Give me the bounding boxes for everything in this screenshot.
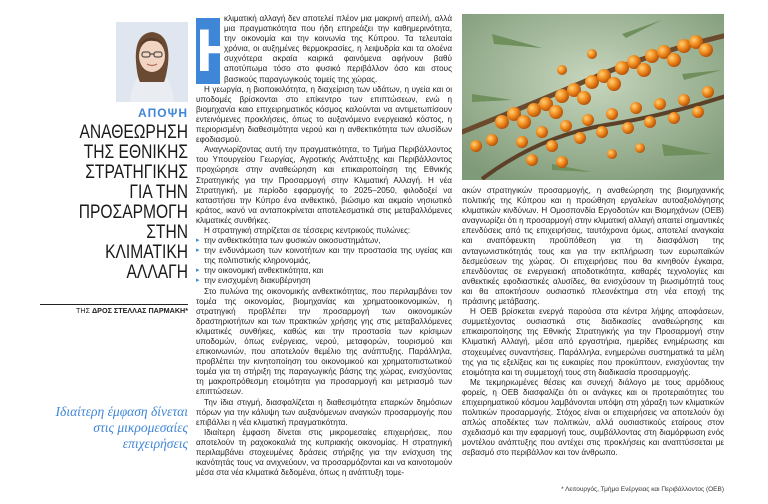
title-line: ΠΡΟΣΑΡΜΟΓΗ (78, 201, 188, 223)
drop-cap: Η (196, 17, 240, 84)
article-column-1 (196, 14, 452, 478)
author-photo-illustration (116, 22, 188, 102)
title-line: ΚΛΙΜΑΤΙΚΗ (105, 241, 188, 263)
author-byline (40, 304, 188, 315)
pull-quote: Ιδιαίτερη έμφαση δίνεται στις μικρομεσαίες επιχειρήσεις (55, 404, 188, 451)
pillar-item: ▸ την ανθεκτικότητα των φυσικών οικοσυστημάτων, (196, 236, 452, 246)
title-line: ΤΗΣ ΕΘΝΙΚΗΣ (83, 141, 188, 163)
paragraph: Αναγνωρίζοντας αυτή την πραγματικότητα, το Τμήμα Περιβάλλοντος του Υπουργείου Γεωργίας, Αγροτικής Ανάπτυξης και Περιβάλλοντος προχώρησε στην αναθεώρηση και επικαιροποίηση της Εθνικής Στρατηγικής για την Προσαρμογή στην Κλιματική Αλλαγή. Η νέα Στρατηγική, με περίοδο εφαρμογής το 2025–2050, φιλοδοξεί να καταστήσει την Κύπρο ένα ανθεκτικό, βιώσιμο και ακμαίο νησιωτικό κράτος, ικανό να ανταποκρίνεται αποτελεσματικά στις μεταβαλλόμενες κλιματικές συνθήκες. (196, 145, 452, 225)
paragraph: Η γεωργία, η βιοποικιλότητα, η διαχείριση των υδάτων, η υγεία και οι υποδομές βρίσκονται στο επίκεντρο των επιπτώσεων, ενώ η βιομηχανία καιο επιχειρηματικός κόσμος καλούνται να αντιμετωπίσουν εντεινόμενες προκλήσεις, όπως το αυξανόμενο ενεργειακό κόστος, η περιορισμένη διαθεσιμότητα νερού και η ανθεκτικότητα των αλυσίδων εφοδιασμού. (196, 84, 452, 145)
paragraph: Με τεκμηριωμένες θέσεις και συνεχή διάλογο με τους αρμόδιους φορείς, η ΟΕΒ διασφαλίζει ότι οι ανάγκες και οι προτεραιότητες του επιχειρηματικού κόσμου λαμβάνονται υπόψη στη χάραξη των κλιματικών πολιτικών προσαρμογής. Στόχος είναι οι επιχειρήσεις να αποτελούν όχι απλώς αποδέκτες των πολιτικών, αλλά ουσιαστικούς εταίρους στον σχεδιασμό και την εφαρμογή τους, συμβάλλοντας στη διαμόρφωση ενός μοντέλου ανάπτυξης που αντέχει στις προκλήσεις και αναπτύσσεται με σεβασμό στο περιβάλλον και τον άνθρωπο. (462, 377, 724, 458)
paragraph-intro: κλιματική αλλαγή δεν αποτελεί πλέον μια μακρινή απειλή, αλλά μια πραγματικότητα που ήδη επηρεάζει την καθημερινότητα, την οικονομία και την κοινωνία της Κύπρου. Τα τελευταία χρόνια, οι αυξημένες θερμοκρασίες, η λειψυδρία και τα ολοένα συχνότερα ακραία καιρικά φαινόμενα αφήνουν βαθύ αποτύπωμα τόσο στο φυσικό περιβάλλον όσο και στους βασικούς παραγωγικούς τομείς της χώρας. (224, 14, 452, 84)
author-name: ΔΡΟΣ ΣΤΕΛΛΑΣ ΠΑΡΜΑΚΗ* (92, 306, 188, 315)
paragraph: Στο πυλώνα της οικονομικής ανθεκτικότητας, που περιλαμβάνει τον τομέα της οικονομίας, βιομηχανίας και χρηματοοικονομικών, η στρατηγική προβλέπει την προσαρμογή των οικονομικών δραστηριοτήτων και των πρακτικών χρήσης γης στις μεταβαλλόμενες κλιματικές συνθήκες, καθώς και την προστασία των κρίσιμων υποδομών, όπως ενέργειας, νερού, μεταφορών, τουρισμού και επικοινωνιών, που αποτελούν θεμέλιο της ανάπτυξης. Παράλληλα, προβλέπει την κινητοποίηση του οικονομικού και χρηματοπιστωτικού τομέα για τη στήριξη της παραγωγικής βάσης της χώρας, ενισχύοντας τη μακροπρόθεσμη ετοιμότητα για προσαρμογή και μετριασμό των επιπτώσεων. (196, 286, 452, 397)
paragraph: Η στρατηγική στηρίζεται σε τέσσερις κεντρικούς πυλώνες: (204, 225, 411, 235)
author-footnote: * Λειτουργός, Τμήμα Ενέργειας και Περιβάλλοντος (ΟΕΒ) (561, 486, 724, 493)
section-label: ΑΠΟΨΗ (137, 106, 188, 120)
article-title (40, 122, 188, 282)
title-line: ΑΛΛΑΓΗ (126, 261, 188, 283)
author-prefix: ΤΗΣ (75, 306, 91, 315)
berries-illustration (462, 14, 724, 180)
paragraph: Ιδιαίτερη έμφαση δίνεται στις μικρομεσαίες επιχειρήσεις, που αποτελούν τη ραχοκοκαλιά της κυπριακής οικονομίας. Η στρατηγική περιλαμβάνει στοχευμένες δράσεις στήριξης για την ενίσχυση της ικανότητάς τους να ανιχνεύουν, να προσαρμόζονται και να καινοτομούν μέσα στα νέα κλιματικά δεδομένα, όπως η ανάπτυξη τομε- (196, 427, 452, 478)
title-line: ΣΤΡΑΤΗΓΙΚΗΣ (85, 161, 188, 183)
sea-buckthorn-photo (462, 14, 724, 180)
article-column-2 (462, 186, 724, 459)
paragraph: Η ΟΕΒ βρίσκεται ενεργά παρούσα στα κέντρα λήψης αποφάσεων, συμμετέχοντας ουσιαστικά στις διαδικασίες αναθεώρησης και επικαιροποίησης της Εθνικής Στρατηγικής για την Προσαρμογή στην Κλιματική Αλλαγή, μέσα από εργαστήρια, ημερίδες ενημέρωσης και στοχευμένες συναντήσεις. Παράλληλα, ενημερώνει συστηματικά τα μέλη της για τις εξελίξεις και τις ευκαιρίες που προκύπτουν, ενισχύοντας την ετοιμότητα και τη συμμετοχή τους στη διαδικασία προσαρμογής. (462, 307, 724, 377)
pillar-item: ▸ την οικονομική ανθεκτικότητα, και (196, 266, 452, 276)
title-line: ΓΙΑ ΤΗΝ (129, 181, 188, 203)
author-portrait (116, 22, 188, 102)
pillar-item: ▸ την ενδυνάμωση των κοινοτήτων και την προστασία της υγείας και της πολιτιστικής κληρονομιάς, (196, 246, 452, 266)
opinion-sidebar (40, 14, 188, 504)
paragraph: Την ίδια στιγμή, διασφαλίζεται η διαθεσιμότητα επαρκών δημόσιων πόρων για την κάλυψη των αυξανόμενων αναγκών προσαρμογής που επιβάλλει η νέα κλιματική πραγματικότητα. (196, 397, 452, 427)
title-line: ΑΝΑΘΕΩΡΗΣΗ (79, 121, 188, 143)
paragraph: ακών στρατηγικών προσαρμογής, η αναθεώρηση της βιομηχανικής πολιτικής της Κύπρου και η προώθηση εργαλείων αυτοαξιολόγησης κλιματικών κινδύνων. Η Ομοσπονδία Εργοδοτών και Βιομηχάνων (ΟΕΒ) αναγνωρίζει ότι η προσαρμογή στην κλιματική αλλαγή απαιτεί σημαντικές επενδύσεις από τις επιχειρήσεις, ταυτόχρονα όμως, αποτελεί αναγκαία και αναπόφευκτη προϋπόθεση για τη διασφάλιση της ανταγωνιστικότητάς τους και για την εκπλήρωση των ευρωπαϊκών δεσμεύσεων της χώρας. Οι επιχειρήσεις που θα κινηθούν έγκαιρα, επενδύοντας σε ενεργειακή αποδοτικότητα, καθαρές τεχνολογίες και ανθεκτικές εφοδιαστικές αλυσίδες, θα ενισχύσουν τη βιωσιμότητά τους και θα αποκτήσουν ουσιαστικό πλεονέκτημα στη νέα εποχή της πράσινης μετάβασης. (462, 186, 724, 307)
pillar-list (196, 236, 452, 286)
pillar-item: ▸ την ενισχυμένη διακυβέρνηση (196, 276, 452, 286)
title-line: ΣΤΗΝ (146, 221, 188, 243)
